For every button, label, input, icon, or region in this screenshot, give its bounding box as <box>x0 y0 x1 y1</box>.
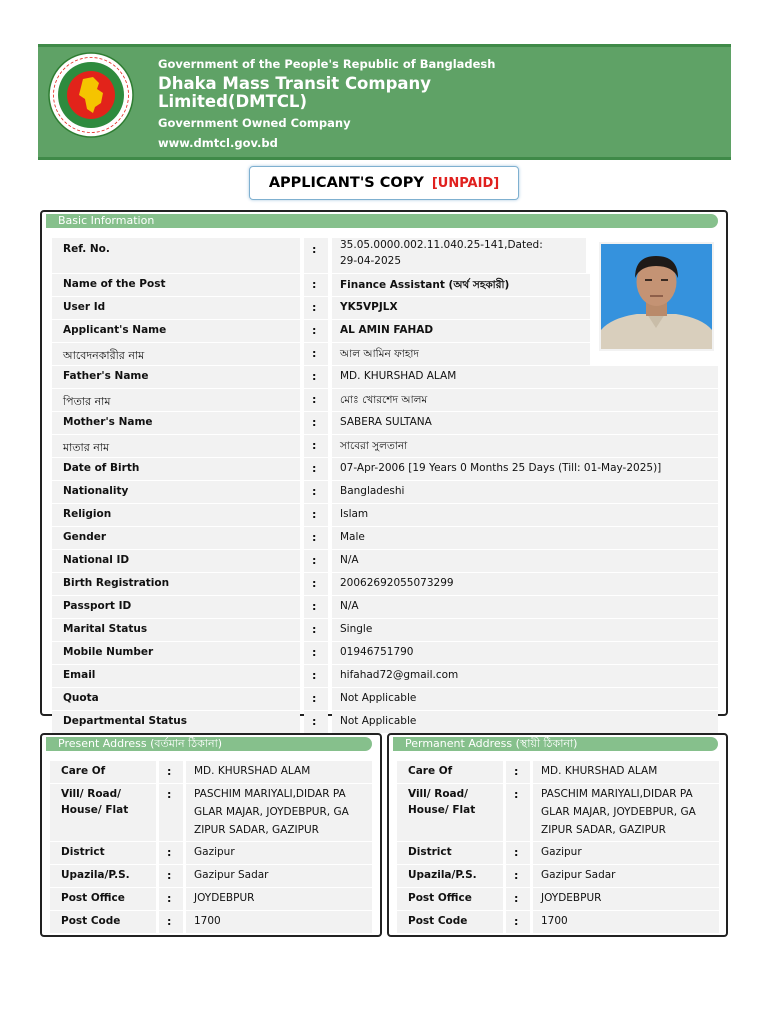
field-value-cell <box>332 573 718 595</box>
field-value-cell <box>332 458 718 480</box>
colon-separator: : <box>312 243 317 256</box>
table-row <box>397 784 719 842</box>
field-label: Gender <box>63 531 107 543</box>
field-label-cell <box>52 343 300 365</box>
present-address-heading: Present Address (বর্তমান ঠিকানা) <box>46 737 372 751</box>
field-label-cell <box>52 458 300 480</box>
field-label-cell <box>397 842 503 864</box>
field-value-cell <box>332 504 718 526</box>
permanent-address-table <box>397 761 719 934</box>
field-value-cell <box>186 761 372 783</box>
table-row <box>52 481 719 504</box>
field-label: Name of the Post <box>63 278 166 290</box>
field-value: Finance Assistant (অর্থ সহকারী) <box>340 279 510 291</box>
field-label: Birth Registration <box>63 577 170 589</box>
field-label: User Id <box>63 301 106 313</box>
field-value: Gazipur Sadar <box>194 869 269 881</box>
field-label-cell <box>50 865 156 887</box>
field-label: District <box>408 846 452 858</box>
colon-cell <box>304 435 328 457</box>
colon-cell <box>159 761 183 783</box>
colon-cell <box>304 573 328 595</box>
field-label-cell <box>50 888 156 910</box>
field-value: 1700 <box>541 915 568 927</box>
permanent-address-heading: Permanent Address (স্থায়ী ঠিকানা) <box>393 737 718 751</box>
field-label-cell <box>52 504 300 526</box>
basic-information-heading: Basic Information <box>46 214 718 228</box>
colon-cell <box>304 458 328 480</box>
field-value: Gazipur <box>541 846 582 858</box>
field-value-cell <box>332 481 718 503</box>
colon-separator: : <box>514 765 519 778</box>
field-value-cell <box>186 888 372 910</box>
table-row <box>52 366 719 389</box>
payment-status-badge: [UNPAID] <box>431 175 500 191</box>
field-label: পিতার নাম <box>63 395 111 408</box>
applicant-copy-title <box>249 166 519 200</box>
colon-separator: : <box>312 646 317 659</box>
field-value: SABERA SULTANA <box>340 416 432 428</box>
field-value: 07-Apr-2006 [19 Years 0 Months 25 Days (Till: 01-May-2025)] <box>340 462 662 474</box>
field-label-cell <box>397 911 503 933</box>
field-label: National ID <box>63 554 130 566</box>
table-row <box>52 573 719 596</box>
colon-separator: : <box>312 669 317 682</box>
field-label-cell <box>52 274 300 296</box>
table-row <box>52 688 719 711</box>
field-label-cell <box>52 238 300 273</box>
colon-cell <box>304 274 328 296</box>
colon-cell <box>304 238 328 273</box>
field-value: আল আমিন ফাহাদ <box>340 348 419 360</box>
colon-cell <box>304 320 328 342</box>
field-value-cell <box>332 665 718 687</box>
field-label-cell <box>397 865 503 887</box>
field-value: PASCHIM MARIYALI,DIDAR PA <box>194 788 346 800</box>
field-label-cell <box>52 389 300 411</box>
field-value: 01946751790 <box>340 646 414 658</box>
field-value-cell <box>332 711 718 733</box>
colon-cell <box>506 761 530 783</box>
field-label-cell <box>52 665 300 687</box>
colon-cell <box>304 366 328 388</box>
field-value: সাবেরা সুলতানা <box>340 440 408 452</box>
field-label: Nationality <box>63 485 129 497</box>
field-label-cell <box>52 642 300 664</box>
field-label-cell <box>52 573 300 595</box>
field-value-cell <box>332 238 586 273</box>
field-value: MD. KHURSHAD ALAM <box>194 765 311 777</box>
table-row <box>52 550 719 573</box>
field-value-line3: ZIPUR SADAR, GAZIPUR <box>541 824 666 836</box>
field-label-cell <box>52 297 300 319</box>
table-row <box>50 888 372 911</box>
colon-cell <box>304 481 328 503</box>
colon-separator: : <box>312 623 317 636</box>
colon-separator: : <box>312 462 317 475</box>
colon-separator: : <box>514 915 519 928</box>
field-value-cell <box>332 297 590 319</box>
field-label: Quota <box>63 692 99 704</box>
field-value-cell <box>332 642 718 664</box>
field-value: Gazipur Sadar <box>541 869 616 881</box>
field-value-cell <box>332 366 718 388</box>
field-label-cell <box>50 911 156 933</box>
colon-separator: : <box>167 765 172 778</box>
colon-cell <box>159 842 183 864</box>
field-value: মোঃ খোরশেদ আলম <box>340 394 428 406</box>
table-row <box>50 865 372 888</box>
header-banner <box>38 44 731 160</box>
field-value: JOYDEBPUR <box>194 892 255 904</box>
table-row <box>52 596 719 619</box>
table-row <box>52 642 719 665</box>
colon-separator: : <box>312 485 317 498</box>
field-value-cell <box>533 784 719 841</box>
colon-separator: : <box>167 788 172 801</box>
field-value-cell <box>332 343 590 365</box>
colon-cell <box>304 504 328 526</box>
colon-cell <box>304 596 328 618</box>
field-label-cell <box>50 842 156 864</box>
field-label-cell <box>52 481 300 503</box>
field-label-cell <box>52 435 300 457</box>
field-value: 35.05.0000.002.11.040.25-141,Dated: <box>340 239 543 251</box>
field-value: 1700 <box>194 915 221 927</box>
colon-separator: : <box>312 416 317 429</box>
colon-cell <box>304 527 328 549</box>
field-value-cell <box>533 911 719 933</box>
table-row <box>52 458 719 481</box>
colon-cell <box>304 665 328 687</box>
colon-cell <box>159 888 183 910</box>
field-label: Upazila/P.S. <box>61 869 130 881</box>
field-label-line2: House/ Flat <box>61 804 129 816</box>
table-row <box>50 784 372 842</box>
colon-separator: : <box>312 370 317 383</box>
table-row <box>397 865 719 888</box>
table-row <box>52 619 719 642</box>
ownership-text: Government Owned Company <box>158 116 351 130</box>
colon-cell <box>304 297 328 319</box>
colon-separator: : <box>312 278 317 291</box>
field-label: Applicant's Name <box>63 324 167 336</box>
field-label: Post Office <box>408 892 472 904</box>
field-label: Email <box>63 669 96 681</box>
field-value-cell <box>186 842 372 864</box>
field-label-cell <box>397 761 503 783</box>
table-row <box>397 761 719 784</box>
field-value-cell <box>332 320 590 342</box>
field-value: N/A <box>340 554 359 566</box>
field-value-cell <box>332 688 718 710</box>
field-value-cell <box>186 865 372 887</box>
field-label-cell <box>50 784 156 841</box>
field-label-cell <box>52 619 300 641</box>
field-value-cell <box>332 527 718 549</box>
field-value: Not Applicable <box>340 715 417 727</box>
table-row <box>50 911 372 934</box>
table-row <box>52 504 719 527</box>
colon-separator: : <box>312 439 317 452</box>
field-value-cell <box>533 842 719 864</box>
field-value: Gazipur <box>194 846 235 858</box>
field-label-cell <box>397 888 503 910</box>
colon-cell <box>159 911 183 933</box>
colon-separator: : <box>312 692 317 705</box>
table-row <box>50 761 372 784</box>
field-label: Vill/ Road/ <box>408 788 468 800</box>
bangladesh-government-seal-icon <box>47 51 135 139</box>
field-value-line2: 29-04-2025 <box>340 255 402 267</box>
field-value-cell <box>332 435 718 457</box>
field-value: Bangladeshi <box>340 485 405 497</box>
field-label-cell <box>50 761 156 783</box>
field-value: AL AMIN FAHAD <box>340 324 434 336</box>
colon-cell <box>304 412 328 434</box>
field-label-cell <box>52 688 300 710</box>
field-value-cell <box>332 619 718 641</box>
field-label: Passport ID <box>63 600 132 612</box>
company-name-line2: Limited(DMTCL) <box>158 92 307 111</box>
colon-separator: : <box>167 892 172 905</box>
field-value: Not Applicable <box>340 692 417 704</box>
field-label: Mobile Number <box>63 646 154 658</box>
field-value: JOYDEBPUR <box>541 892 602 904</box>
field-value-line2: GLAR MAJAR, JOYDEBPUR, GA <box>541 806 696 818</box>
colon-cell <box>304 688 328 710</box>
field-label: District <box>61 846 105 858</box>
field-value: Islam <box>340 508 369 520</box>
table-row <box>52 389 719 412</box>
field-value: 20062692055073299 <box>340 577 454 589</box>
table-row <box>52 665 719 688</box>
table-row <box>397 911 719 934</box>
table-row <box>52 435 719 458</box>
colon-cell <box>506 784 530 841</box>
field-value-cell <box>332 550 718 572</box>
colon-cell <box>304 550 328 572</box>
colon-cell <box>304 711 328 733</box>
colon-cell <box>506 911 530 933</box>
colon-separator: : <box>167 915 172 928</box>
field-label: Religion <box>63 508 112 520</box>
table-row <box>397 888 719 911</box>
field-label: Mother's Name <box>63 416 153 428</box>
colon-separator: : <box>514 869 519 882</box>
field-value-cell <box>332 412 718 434</box>
colon-separator: : <box>514 788 519 801</box>
colon-cell <box>304 619 328 641</box>
field-label-cell <box>397 784 503 841</box>
colon-separator: : <box>312 393 317 406</box>
table-row <box>397 842 719 865</box>
field-value-cell <box>533 888 719 910</box>
colon-cell <box>159 784 183 841</box>
colon-cell <box>304 642 328 664</box>
colon-separator: : <box>312 554 317 567</box>
colon-separator: : <box>312 715 317 728</box>
colon-separator: : <box>167 846 172 859</box>
field-value-cell <box>332 389 718 411</box>
field-label: Date of Birth <box>63 462 140 474</box>
field-label: Post Office <box>61 892 125 904</box>
table-row <box>52 711 719 734</box>
field-label: Marital Status <box>63 623 148 635</box>
permanent-address-panel <box>387 733 728 937</box>
field-label: Upazila/P.S. <box>408 869 477 881</box>
field-value-cell <box>533 865 719 887</box>
field-value-cell <box>533 761 719 783</box>
table-row <box>52 527 719 550</box>
field-value-cell <box>186 784 372 841</box>
field-label: Care Of <box>408 765 453 777</box>
colon-cell <box>506 888 530 910</box>
field-label-line2: House/ Flat <box>408 804 476 816</box>
colon-separator: : <box>167 869 172 882</box>
website-link[interactable]: www.dmtcl.gov.bd <box>158 136 278 150</box>
table-row <box>50 842 372 865</box>
field-value: MD. KHURSHAD ALAM <box>541 765 658 777</box>
colon-separator: : <box>312 324 317 337</box>
field-value: Single <box>340 623 373 635</box>
government-name: Government of the People's Republic of Bangladesh <box>158 57 496 71</box>
applicant-photo <box>601 244 712 349</box>
colon-separator: : <box>312 301 317 314</box>
field-value-line3: ZIPUR SADAR, GAZIPUR <box>194 824 319 836</box>
field-value-cell <box>186 911 372 933</box>
field-value: PASCHIM MARIYALI,DIDAR PA <box>541 788 693 800</box>
colon-separator: : <box>514 846 519 859</box>
field-label: আবেদনকারীর নাম <box>63 349 145 362</box>
field-label-cell <box>52 320 300 342</box>
table-row <box>52 412 719 435</box>
field-label-cell <box>52 596 300 618</box>
present-address-panel <box>40 733 382 937</box>
basic-information-panel <box>40 210 728 728</box>
colon-cell <box>304 389 328 411</box>
field-value: hifahad72@gmail.com <box>340 669 459 681</box>
colon-separator: : <box>312 531 317 544</box>
field-label: Post Code <box>61 915 121 927</box>
field-label-cell <box>52 366 300 388</box>
field-label-cell <box>52 550 300 572</box>
field-label-cell <box>52 527 300 549</box>
colon-separator: : <box>312 577 317 590</box>
colon-separator: : <box>312 347 317 360</box>
field-value: YK5VPJLX <box>340 301 398 313</box>
colon-cell <box>304 343 328 365</box>
field-label: মাতার নাম <box>63 441 110 454</box>
applicant-photo-frame <box>599 242 714 351</box>
colon-cell <box>506 865 530 887</box>
field-value-cell <box>332 596 718 618</box>
field-value: Male <box>340 531 365 543</box>
field-label: Departmental Status <box>63 715 187 727</box>
field-label-cell <box>52 711 300 733</box>
colon-separator: : <box>514 892 519 905</box>
colon-cell <box>506 842 530 864</box>
company-name-line1: Dhaka Mass Transit Company <box>158 74 432 93</box>
field-value: MD. KHURSHAD ALAM <box>340 370 457 382</box>
field-label: Care Of <box>61 765 106 777</box>
present-address-table <box>50 761 372 934</box>
field-value-line2: GLAR MAJAR, JOYDEBPUR, GA <box>194 806 349 818</box>
field-label: Ref. No. <box>63 243 110 255</box>
colon-separator: : <box>312 508 317 521</box>
field-label: Vill/ Road/ <box>61 788 121 800</box>
field-label: Father's Name <box>63 370 149 382</box>
colon-cell <box>159 865 183 887</box>
title-text: APPLICANT'S COPY <box>268 175 424 191</box>
field-value-cell <box>332 274 590 296</box>
field-value: N/A <box>340 600 359 612</box>
colon-separator: : <box>312 600 317 613</box>
field-label: Post Code <box>408 915 468 927</box>
field-label-cell <box>52 412 300 434</box>
